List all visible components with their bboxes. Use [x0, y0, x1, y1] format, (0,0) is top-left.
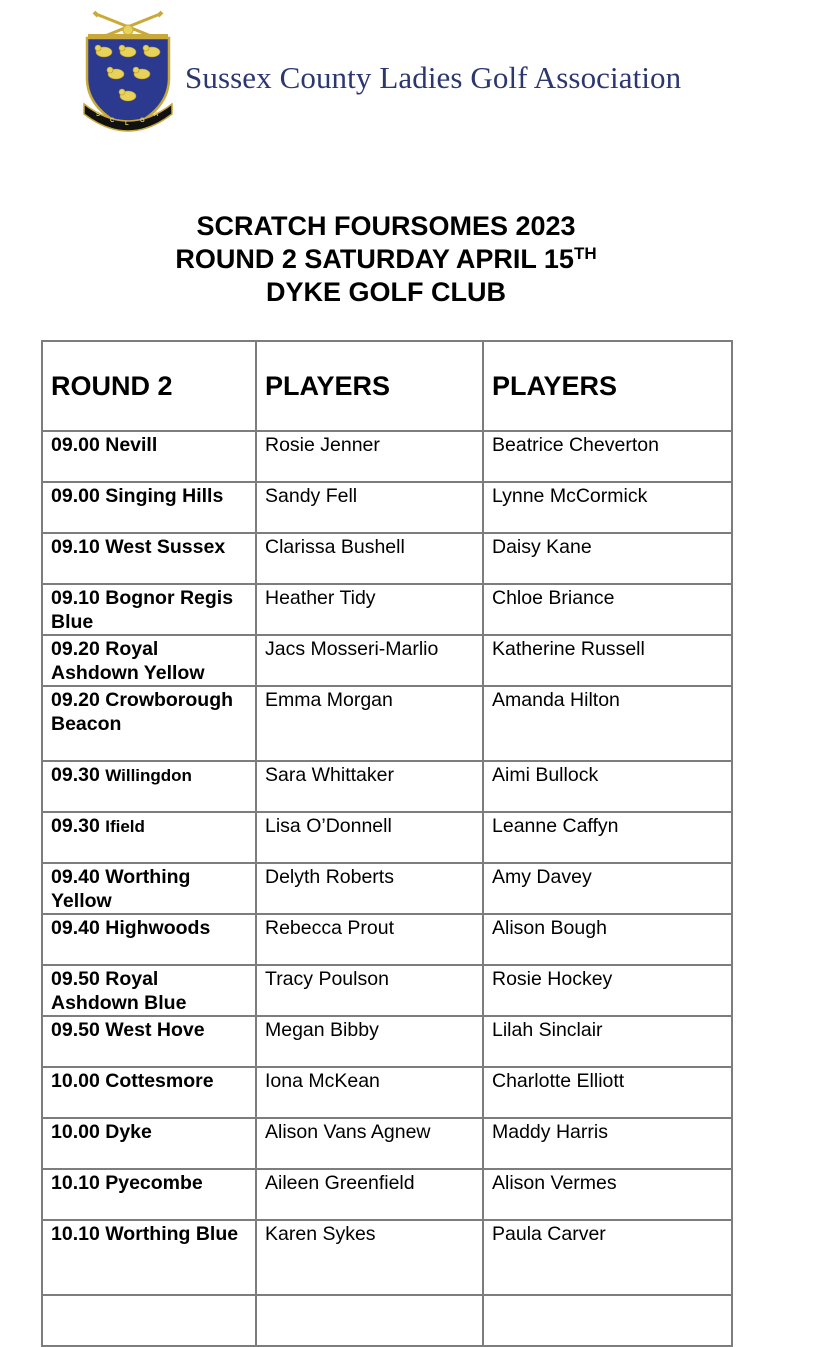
club-name: Royal Ashdown Yellow	[51, 638, 205, 684]
player-1: Rosie Jenner	[256, 431, 483, 482]
player-2: Beatrice Cheverton	[483, 431, 732, 482]
tee-time: 09.30	[51, 815, 100, 837]
title-line-1: SCRATCH FOURSOMES 2023	[196, 211, 576, 241]
tee-time: 09.20	[51, 689, 100, 711]
table-row	[42, 1220, 732, 1295]
tee-time: 10.10	[51, 1172, 100, 1194]
club-name: Cottesmore	[105, 1070, 214, 1092]
table-row	[42, 1169, 732, 1220]
tee-time-venue	[42, 686, 256, 761]
tee-time-venue	[42, 812, 256, 863]
player-2: Daisy Kane	[483, 533, 732, 584]
tee-time-venue	[42, 1016, 256, 1067]
svg-text:C: C	[110, 118, 115, 124]
table-row	[42, 686, 732, 761]
tee-time-venue	[42, 1295, 256, 1346]
player-2: Amy Davey	[483, 863, 732, 914]
club-name: Highwoods	[105, 917, 211, 939]
player-2: Paula Carver	[483, 1220, 732, 1295]
player-2	[483, 1295, 732, 1346]
player-1: Megan Bibby	[256, 1016, 483, 1067]
club-name: Willingdon	[105, 766, 192, 785]
tee-time-venue	[42, 965, 256, 1016]
player-1: Alison Vans Agnew	[256, 1118, 483, 1169]
header-players-1: PLAYERS	[256, 341, 483, 431]
tee-time-venue	[42, 482, 256, 533]
player-2: Lynne McCormick	[483, 482, 732, 533]
player-1: Karen Sykes	[256, 1220, 483, 1295]
tee-time: 09.40	[51, 917, 100, 939]
player-1: Iona McKean	[256, 1067, 483, 1118]
player-1: Jacs Mosseri-Marlio	[256, 635, 483, 686]
table-row	[42, 863, 732, 914]
club-name: Worthing Blue	[105, 1223, 239, 1245]
tee-time: 09.10	[51, 587, 100, 609]
tee-time-venue	[42, 914, 256, 965]
player-1	[256, 1295, 483, 1346]
tee-times-table	[41, 340, 733, 1347]
tee-time: 09.30	[51, 764, 100, 786]
player-1: Clarissa Bushell	[256, 533, 483, 584]
player-1: Delyth Roberts	[256, 863, 483, 914]
player-1: Rebecca Prout	[256, 914, 483, 965]
table-row	[42, 1016, 732, 1067]
table-row	[42, 482, 732, 533]
player-2: Alison Vermes	[483, 1169, 732, 1220]
player-1: Lisa O’Donnell	[256, 812, 483, 863]
table-row	[42, 761, 732, 812]
table-row	[42, 533, 732, 584]
table-row	[42, 914, 732, 965]
tee-time-venue	[42, 1220, 256, 1295]
tee-time-venue	[42, 761, 256, 812]
player-2: Chloe Briance	[483, 584, 732, 635]
player-2: Katherine Russell	[483, 635, 732, 686]
tee-time: 10.00	[51, 1070, 100, 1092]
tee-time: 09.40	[51, 866, 100, 888]
club-name: Dyke	[105, 1121, 152, 1143]
svg-text:S: S	[96, 112, 101, 118]
club-name: Crowborough Beacon	[51, 689, 234, 735]
table-row	[42, 584, 732, 635]
table-row	[42, 965, 732, 1016]
club-name: West Hove	[105, 1019, 205, 1041]
tee-time: 09.10	[51, 536, 100, 558]
table-row	[42, 431, 732, 482]
svg-text:A: A	[154, 112, 159, 118]
tee-time-venue	[42, 635, 256, 686]
player-2: Maddy Harris	[483, 1118, 732, 1169]
title-line-2	[0, 243, 772, 276]
table-row	[42, 1067, 732, 1118]
player-2: Leanne Caffyn	[483, 812, 732, 863]
tee-time: 10.00	[51, 1121, 100, 1143]
player-1: Sandy Fell	[256, 482, 483, 533]
player-1: Heather Tidy	[256, 584, 483, 635]
club-name: Royal Ashdown Blue	[51, 968, 187, 1014]
player-2: Alison Bough	[483, 914, 732, 965]
document-title	[0, 210, 772, 309]
sclga-crest-logo	[82, 8, 174, 136]
player-2: Lilah Sinclair	[483, 1016, 732, 1067]
table-row	[42, 1295, 732, 1346]
ordinal-suffix: TH	[573, 244, 597, 263]
club-name: Pyecombe	[105, 1172, 203, 1194]
svg-text:G: G	[140, 118, 145, 124]
table-row	[42, 635, 732, 686]
header-players-2: PLAYERS	[483, 341, 732, 431]
table-row	[42, 812, 732, 863]
tee-time-venue	[42, 584, 256, 635]
player-2: Amanda Hilton	[483, 686, 732, 761]
player-1: Emma Morgan	[256, 686, 483, 761]
player-2: Charlotte Elliott	[483, 1067, 732, 1118]
table-header-row	[42, 341, 732, 431]
tee-time: 09.00	[51, 434, 100, 456]
tee-time-venue	[42, 1118, 256, 1169]
table-row	[42, 1118, 732, 1169]
tee-time: 09.50	[51, 968, 100, 990]
tee-time-venue	[42, 533, 256, 584]
svg-text:L: L	[125, 121, 129, 127]
tee-time: 09.20	[51, 638, 100, 660]
club-name: Nevill	[105, 434, 158, 456]
tee-time-venue	[42, 431, 256, 482]
title-line-3: DYKE GOLF CLUB	[266, 277, 506, 307]
tee-time: 10.10	[51, 1223, 100, 1245]
tee-time-venue	[42, 1169, 256, 1220]
tee-time-venue	[42, 1067, 256, 1118]
organization-name: Sussex County Ladies Golf Association	[185, 60, 682, 95]
header-round: ROUND 2	[42, 341, 256, 431]
club-name: Worthing Yellow	[51, 866, 191, 912]
player-2: Rosie Hockey	[483, 965, 732, 1016]
title-line-2-text: ROUND 2 SATURDAY APRIL 15	[175, 244, 574, 274]
player-2: Aimi Bullock	[483, 761, 732, 812]
club-name: Singing Hills	[105, 485, 224, 507]
letterhead	[82, 8, 722, 138]
player-1: Tracy Poulson	[256, 965, 483, 1016]
player-1: Sara Whittaker	[256, 761, 483, 812]
club-name: Bognor Regis Blue	[51, 587, 234, 633]
club-name: West Sussex	[105, 536, 226, 558]
player-1: Aileen Greenfield	[256, 1169, 483, 1220]
club-name: Ifield	[105, 817, 145, 836]
tee-time: 09.00	[51, 485, 100, 507]
tee-time-venue	[42, 863, 256, 914]
tee-time: 09.50	[51, 1019, 100, 1041]
